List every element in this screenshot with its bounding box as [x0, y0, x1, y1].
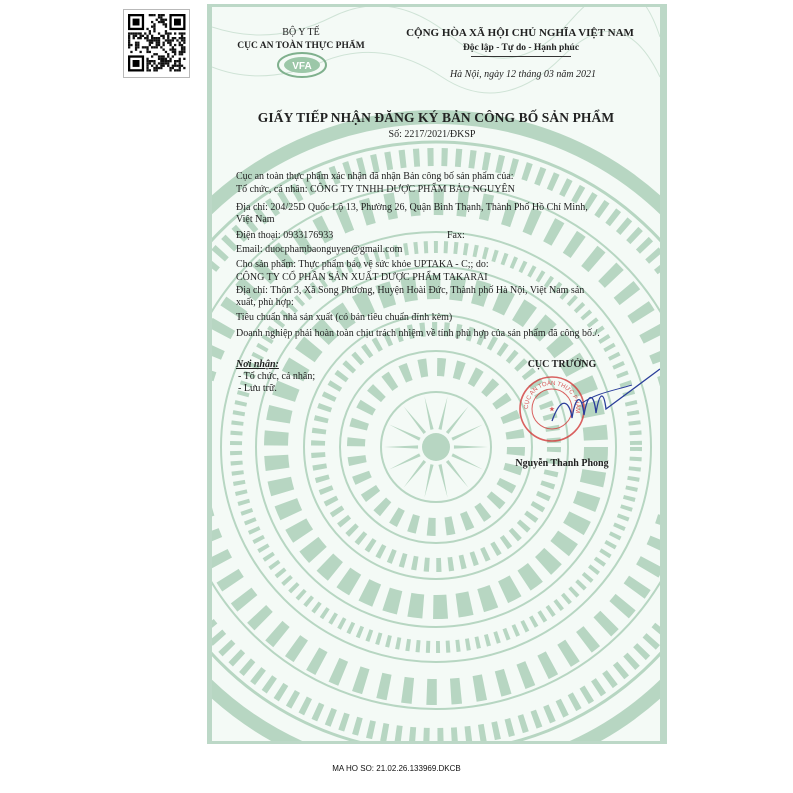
drum-star-ray: [451, 424, 482, 440]
drum-star-ray: [438, 464, 447, 498]
drum-star-ray: [424, 464, 433, 498]
vfa-logo: [276, 51, 328, 79]
fax-label: Fax:: [447, 230, 465, 241]
drum-star-ray: [424, 396, 433, 430]
body-line: CÔNG TY CỔ PHẦN SẢN XUẤT DƯỢC PHẨM TAKARAI: [236, 272, 488, 283]
body-line: Cục an toàn thực phẩm xác nhận đã nhận Bản công bố sản phẩm của:: [236, 171, 514, 182]
drum-star-ray: [451, 453, 482, 469]
body-line: Cho sản phẩm: Thực phẩm bảo vệ sức khỏe UPTAKA - C;; do:: [236, 259, 489, 270]
signatory-title: CỤC TRƯỞNG: [527, 359, 597, 370]
issue-dateline: Hà Nội, ngày 12 tháng 03 năm 2021: [449, 69, 597, 80]
body-line: Tiêu chuẩn nhà sản xuất (có bản tiêu chuẩn đính kèm): [236, 312, 453, 323]
svg-text:★: ★: [549, 407, 555, 413]
body-line: Địa chỉ: Thôn 3, Xã Song Phương, Huyện Hoài Đức, Thành phố Hà Nội, Việt Nam sản: [236, 285, 585, 296]
drum-star-ray: [438, 396, 447, 430]
drum-star-ray: [446, 406, 469, 434]
certificate-paper: [212, 7, 660, 741]
file-code: MA HO SO: 21.02.26.133969.DKCB: [332, 764, 461, 773]
drum-star-ray: [384, 445, 418, 448]
drum-star-ray: [454, 445, 488, 448]
drum-star-ray: [446, 460, 469, 488]
document-number: Số: 2217/2021/ĐKSP: [388, 129, 476, 140]
body-line: Tổ chức, cá nhân: CÔNG TY TNHH DƯỢC PHẨM BẢO NGUYÊN: [236, 184, 515, 195]
drum-star-ray: [404, 406, 427, 434]
certificate-document: [207, 4, 667, 744]
nation-name: CỘNG HÒA XÃ HỘI CHỦ NGHĨA VIỆT NAM: [406, 27, 634, 39]
signatory-name: Nguyễn Thanh Phong: [515, 458, 609, 469]
svg-text:VFA: VFA: [292, 61, 312, 72]
recipient-item: - Tổ chức, cá nhân;: [238, 371, 316, 382]
drum-star-ray: [404, 460, 427, 488]
document-title: GIẤY TIẾP NHẬN ĐĂNG KÝ BẢN CÔNG BỐ SẢN PHẨM: [257, 110, 615, 125]
recipient-item: - Lưu trữ.: [238, 383, 277, 394]
body-line: Email: duocphambaonguyen@gmail.com: [236, 244, 403, 255]
recipients-heading: Nơi nhận:: [236, 359, 279, 370]
qr-code: [123, 9, 190, 78]
ministry-name: BỘ Y TẾ: [282, 27, 320, 38]
svg-text:CỤC AN TOÀN THỰC PHẨM: CỤC AN TOÀN THỰC PHẨM: [523, 380, 581, 414]
drum-star-ray: [389, 424, 420, 440]
body-line: Doanh nghiệp phải hoàn toàn chịu trách nhiệm về tính phù hợp của sản phẩm đã công bố./.: [236, 328, 600, 339]
handwritten-signature: [542, 363, 660, 433]
drum-star-ray: [389, 453, 420, 469]
department-name: CỤC AN TOÀN THỰC PHẨM: [237, 41, 365, 51]
body-line: Việt Nam: [236, 214, 275, 225]
national-motto: Độc lập - Tự do - Hạnh phúc: [462, 43, 580, 53]
motto-underline: [471, 56, 571, 57]
body-line: xuất, phù hợp:: [236, 297, 294, 308]
body-line: Địa chỉ: 204/25D Quốc Lộ 13, Phường 26, Quận Bình Thạnh, Thành Phố Hồ Chí Minh,: [236, 202, 588, 213]
body-line: Điện thoại: 0933176933: [236, 230, 334, 241]
